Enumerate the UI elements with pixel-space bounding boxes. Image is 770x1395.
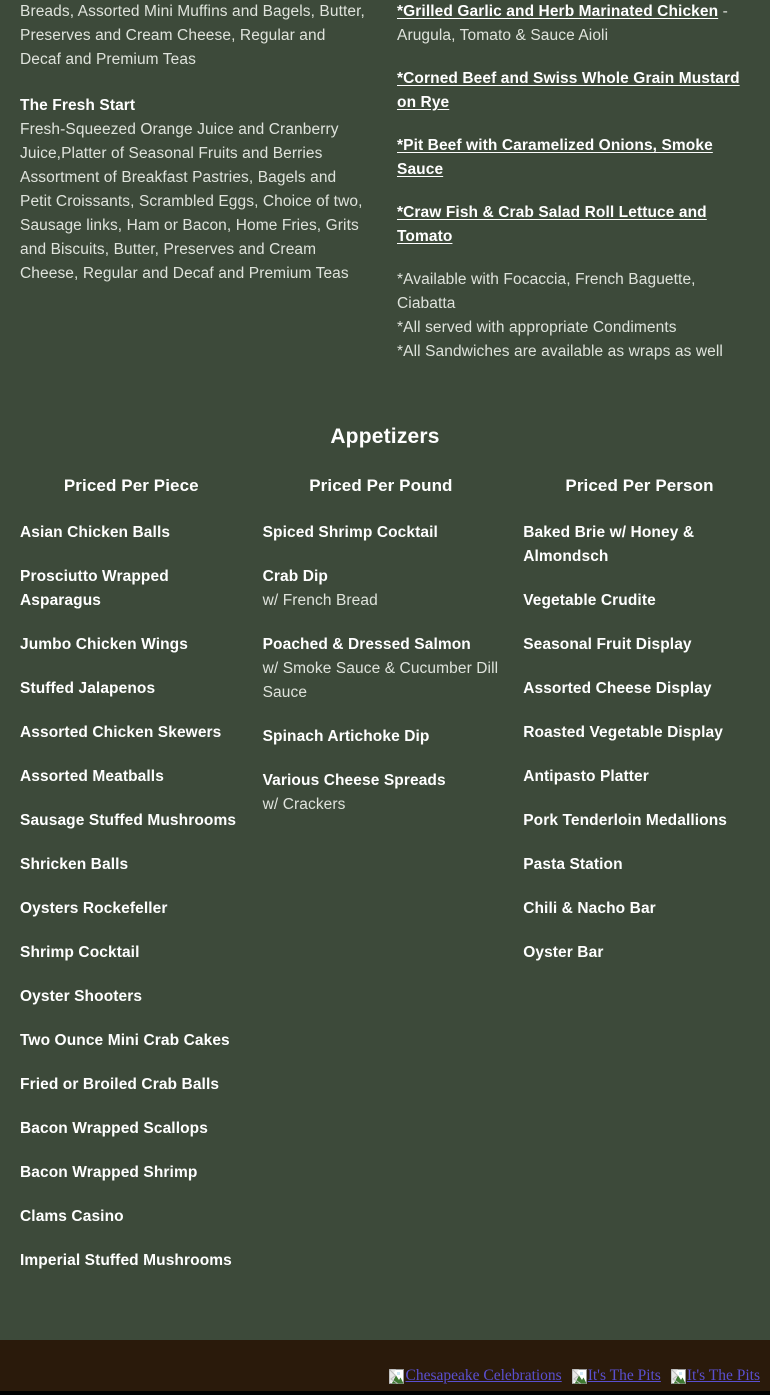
appetizer-item (20, 633, 243, 657)
footer-link-label: It's The Pits (686, 1367, 760, 1384)
sandwiches-column (385, 0, 770, 364)
sandwich-desc: - Arugula, Tomato & Sauce Aioli (397, 3, 728, 44)
appetizer-label: Clams Casino (20, 1208, 124, 1225)
appetizer-item (523, 897, 756, 921)
appetizer-item (20, 985, 243, 1009)
sandwich-item (397, 201, 746, 249)
appetizer-item (263, 769, 500, 817)
appetizer-sub: w/ Smoke Sauce & Cucumber Dill Sauce (262, 660, 499, 701)
appetizer-label: Assorted Meatballs (20, 768, 164, 785)
appetizer-item (523, 941, 756, 965)
fresh-start-body: Fresh-Squeezed Orange Juice and Cranberry Juice,Platter of Seasonal Fruits and Berries Assortment of Breakfast Pastries, Bagels and Petit Croissants, Scrambled Eggs, Choice of two, Sausage links, Ham or Bacon, Home Fries, Grits and Biscuits, Butter, Preserves and Cream Cheese, Regular and Decaf and Premium Teas (20, 121, 363, 282)
appetizer-label: Bacon Wrapped Scallops (20, 1120, 208, 1137)
fresh-start-heading: The Fresh Start (20, 97, 136, 114)
appetizer-label: Crab Dip (262, 568, 328, 585)
sandwich-name: *Grilled Garlic and Herb Marinated Chicken (397, 3, 719, 20)
fresh-start-block (20, 94, 365, 286)
appetizer-label: Roasted Vegetable Display (523, 724, 723, 741)
appetizer-item (263, 565, 500, 613)
appetizer-item (523, 809, 756, 833)
appetizer-item (20, 721, 243, 745)
appetizer-column-priced-per-piece (0, 474, 257, 1293)
appetizer-item (20, 1029, 243, 1053)
breakfast-column (0, 0, 385, 308)
appetizer-item (263, 725, 500, 749)
footer-links (389, 1367, 760, 1385)
appetizer-label: Stuffed Jalapenos (20, 680, 156, 697)
appetizer-label: Seasonal Fruit Display (523, 636, 692, 653)
appetizer-label: Oyster Shooters (20, 988, 143, 1005)
sandwich-note: *All served with appropriate Condiments (397, 319, 677, 336)
appetizer-item (20, 1205, 243, 1229)
appetizer-item (20, 677, 243, 701)
appetizer-item (20, 897, 243, 921)
footer-link-its-the-pits-2[interactable] (671, 1367, 760, 1385)
appetizer-label: Antipasto Platter (523, 768, 649, 785)
appetizer-label: Spinach Artichoke Dip (262, 728, 430, 745)
appetizers-title: Appetizers (330, 425, 440, 448)
appetizer-label: Two Ounce Mini Crab Cakes (20, 1032, 230, 1049)
sandwich-name: *Pit Beef with Caramelized Onions, Smoke Sauce (397, 137, 713, 178)
sandwich-name: *Corned Beef and Swiss Whole Grain Mustard on Rye (397, 70, 740, 111)
appetizer-label: Prosciutto Wrapped Asparagus (20, 568, 169, 609)
sandwich-item (397, 67, 746, 115)
appetizer-label: Imperial Stuffed Mushrooms (20, 1252, 232, 1269)
footer-link-label: Chesapeake Celebrations (405, 1367, 562, 1384)
appetizer-item (263, 521, 500, 545)
appetizer-item (523, 721, 756, 745)
appetizer-label: Poached & Dressed Salmon (262, 636, 471, 653)
appetizer-item (523, 589, 756, 613)
appetizer-label: Baked Brie w/ Honey & Almondsch (523, 524, 695, 565)
appetizer-item (20, 565, 243, 613)
appetizer-column-heading: Priced Per Piece (63, 476, 199, 495)
appetizer-label: Spiced Shrimp Cocktail (262, 524, 438, 541)
appetizer-item (523, 677, 756, 701)
appetizer-item (523, 765, 756, 789)
footer-link-chesapeake-celebrations[interactable] (389, 1367, 561, 1385)
appetizer-label: Shrimp Cocktail (20, 944, 140, 961)
appetizer-label: Shricken Balls (20, 856, 129, 873)
sandwich-note: *All Sandwiches are available as wraps as well (397, 343, 723, 360)
appetizer-item (20, 1073, 243, 1097)
appetizers-grid (0, 474, 770, 1293)
appetizer-label: Assorted Chicken Skewers (20, 724, 222, 741)
appetizer-item (20, 853, 243, 877)
sandwich-item (397, 0, 746, 48)
broken-image-icon (389, 1369, 404, 1384)
appetizer-item (263, 633, 500, 705)
appetizer-item (523, 521, 756, 569)
appetizer-label: Various Cheese Spreads (262, 772, 446, 789)
appetizer-item (20, 765, 243, 789)
appetizer-column-heading: Priced Per Pound (309, 476, 453, 495)
sandwich-note: *Available with Focaccia, French Baguette, Ciabatta (397, 271, 696, 312)
appetizer-label: Bacon Wrapped Shrimp (20, 1164, 198, 1181)
appetizer-item (20, 1249, 243, 1273)
sandwich-notes (397, 268, 746, 364)
continued-paragraph: Breads, Assorted Mini Muffins and Bagels, Butter, Preserves and Cream Cheese, Regular and Decaf and Premium Teas (20, 3, 365, 68)
appetizer-item (20, 941, 243, 965)
appetizer-label: Assorted Cheese Display (523, 680, 712, 697)
appetizer-label: Vegetable Crudite (523, 592, 656, 609)
appetizer-label: Pasta Station (523, 856, 623, 873)
appetizer-item (523, 633, 756, 657)
sandwich-item (397, 134, 746, 182)
appetizer-item (20, 521, 243, 545)
appetizer-label: Fried or Broiled Crab Balls (20, 1076, 220, 1093)
appetizer-column-heading: Priced Per Person (565, 476, 714, 495)
broken-image-icon (671, 1369, 686, 1384)
footer-link-label: It's The Pits (587, 1367, 661, 1384)
appetizer-item (523, 853, 756, 877)
appetizer-column-priced-per-person (513, 474, 770, 985)
appetizer-label: Oysters Rockefeller (20, 900, 168, 917)
footer-link-its-the-pits-1[interactable] (572, 1367, 661, 1385)
appetizer-label: Oyster Bar (523, 944, 604, 961)
appetizer-sub: w/ French Bread (262, 592, 378, 609)
top-section (0, 0, 770, 364)
appetizer-label: Jumbo Chicken Wings (20, 636, 188, 653)
appetizer-label: Sausage Stuffed Mushrooms (20, 812, 237, 829)
appetizer-item (20, 1117, 243, 1141)
appetizer-column-priced-per-pound (257, 474, 514, 837)
appetizer-item (20, 809, 243, 833)
sandwich-name: *Craw Fish & Crab Salad Roll Lettuce and Tomato (397, 204, 707, 245)
broken-image-icon (572, 1369, 587, 1384)
site-footer (0, 1340, 770, 1395)
appetizer-label: Asian Chicken Balls (20, 524, 171, 541)
appetizer-label: Pork Tenderloin Medallions (523, 812, 728, 829)
appetizer-sub: w/ Crackers (262, 796, 346, 813)
appetizer-item (20, 1161, 243, 1185)
appetizer-label: Chili & Nacho Bar (523, 900, 656, 917)
